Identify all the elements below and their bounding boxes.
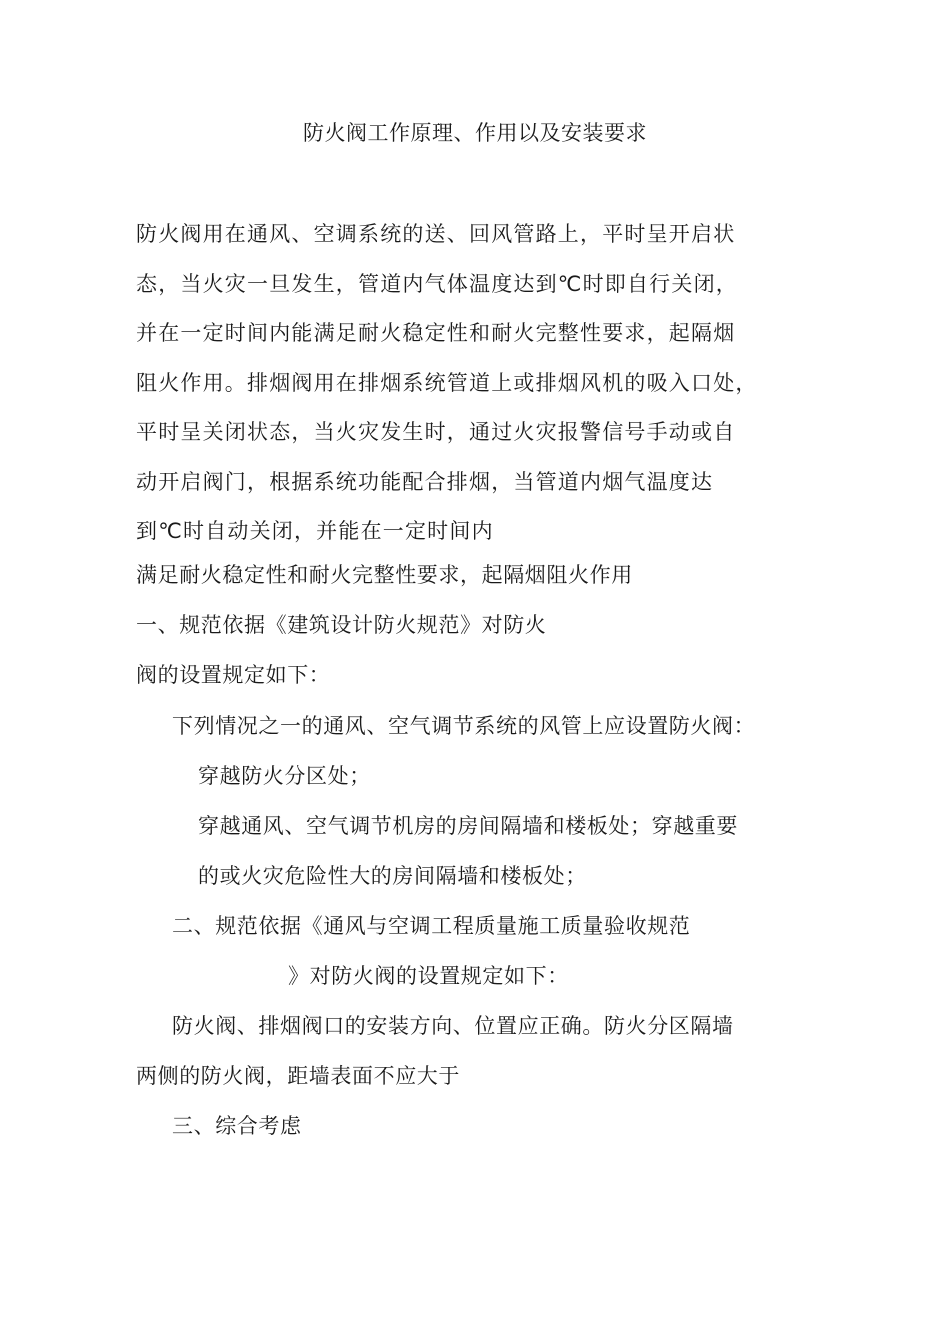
- intro-line: 平时呈关闭状态，当火灾发生时，通过火灾报警信号手动或自: [136, 420, 736, 444]
- intro-line: 阻火作用。排烟阀用在排烟系统管道上或排烟风机的吸入口处，: [136, 370, 758, 395]
- section1-heading-continued: 阀的设置规定如下：: [136, 663, 331, 687]
- section1-lead: 下列情况之一的通风、空气调节系统的风管上应设置防火阀：: [172, 714, 756, 738]
- intro-tail-line: 满足耐火稳定性和耐火完整性要求，起隔烟阻火作用: [136, 563, 633, 587]
- section1-item: 穿越防火分区处；: [198, 764, 371, 788]
- intro-line: 防火阀用在通风、空调系统的送、回风管路上，平时呈开启状: [136, 222, 736, 246]
- section2-heading-continued: 》对防火阀的设置规定如下：: [288, 964, 569, 988]
- intro-line: 态，当火灾一旦发生，管道内气体温度达到℃时即自行关闭，: [136, 271, 738, 296]
- intro-line: 到℃时自动关闭，并能在一定时间内: [136, 519, 494, 543]
- intro-paragraph: [136, 210, 836, 557]
- section1-heading: 一、规范依据《建筑设计防火规范》对防火: [136, 613, 547, 637]
- intro-line: 动开启阀门，根据系统功能配合排烟，当管道内烟气温度达: [136, 469, 714, 494]
- section2-body-continued: 两侧的防火阀，距墙表面不应大于: [136, 1064, 460, 1088]
- section3-heading: 三、综合考虑: [172, 1114, 302, 1138]
- intro-line: 并在一定时间内能满足耐火稳定性和耐火完整性要求，起隔烟: [136, 321, 736, 345]
- section1-item: 穿越通风、空气调节机房的房间隔墙和楼板处；穿越重要: [198, 814, 738, 838]
- section2-body: 防火阀、排烟阀口的安装方向、位置应正确。防火分区隔墙: [172, 1014, 734, 1038]
- document-title: 防火阀工作原理、作用以及安装要求: [303, 121, 647, 145]
- section2-heading: 二、规范依据《通风与空调工程质量施工质量验收规范: [172, 914, 691, 938]
- section1-item-continued: 的或火灾危险性大的房间隔墙和楼板处；: [198, 864, 587, 888]
